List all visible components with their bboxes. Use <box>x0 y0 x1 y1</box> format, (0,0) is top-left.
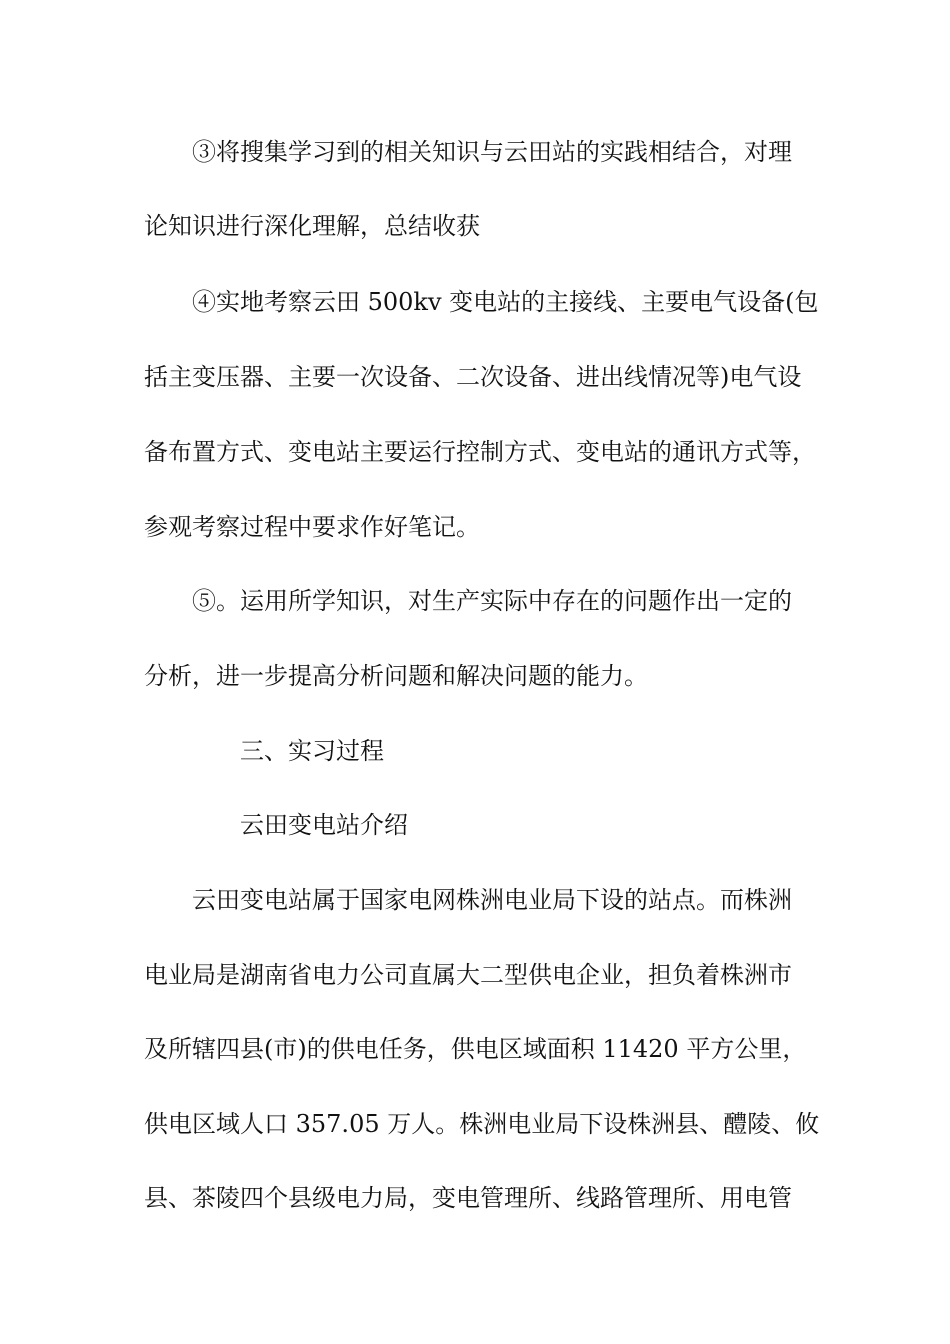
paragraph-line: ④实地考察云田 500kv 变电站的主接线、主要电气设备(包 <box>192 288 819 316</box>
paragraph-line: 云田变电站属于国家电网株洲电业局下设的站点。而株洲 <box>192 886 792 914</box>
paragraph-line: 分析，进一步提高分析问题和解决问题的能力。 <box>144 662 648 690</box>
subsection-heading: 云田变电站介绍 <box>240 811 408 839</box>
paragraph-line: 供电区域人口 357.05 万人。株洲电业局下设株洲县、醴陵、攸 <box>144 1110 820 1138</box>
paragraph-line: 括主变压器、主要一次设备、二次设备、进出线情况等)电气设 <box>144 363 802 391</box>
section-heading: 三、实习过程 <box>240 737 384 765</box>
paragraph-line: ③将搜集学习到的相关知识与云田站的实践相结合，对理 <box>192 138 792 166</box>
paragraph-line: 县、茶陵四个县级电力局，变电管理所、线路管理所、用电管 <box>144 1184 792 1212</box>
paragraph-line: 及所辖四县(市)的供电任务，供电区域面积 11420 平方公里， <box>144 1035 807 1063</box>
paragraph-line: 备布置方式、变电站主要运行控制方式、变电站的通讯方式等， <box>144 438 816 466</box>
paragraph-line: ⑤。运用所学知识，对生产实际中存在的问题作出一定的 <box>192 587 792 615</box>
paragraph-line: 论知识进行深化理解，总结收获 <box>144 212 480 240</box>
paragraph-line: 电业局是湖南省电力公司直属大二型供电企业，担负着株洲市 <box>144 961 792 989</box>
paragraph-line: 参观考察过程中要求作好笔记。 <box>144 513 480 541</box>
